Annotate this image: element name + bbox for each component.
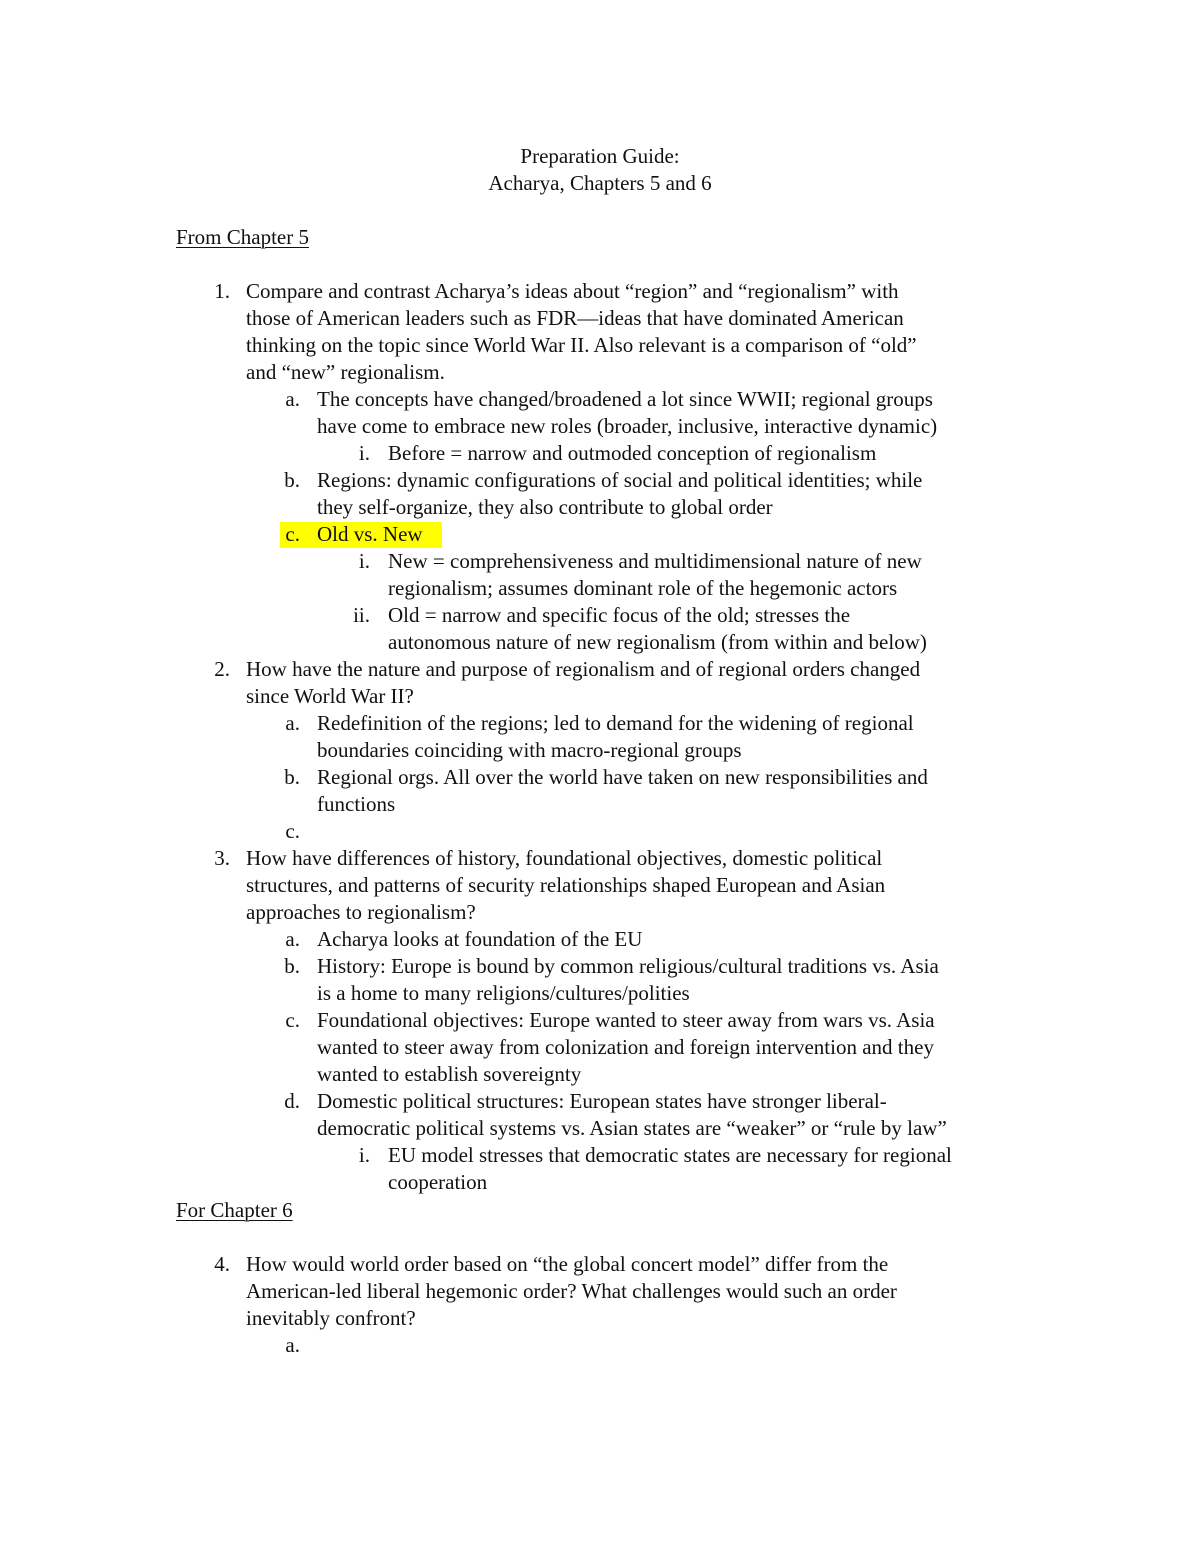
q2-answer-b-line-2: functions xyxy=(317,792,396,816)
question-1-line-2: those of American leaders such as FDR—ideas that have dominated American xyxy=(246,306,904,330)
q2-answer-b-line-1: Regional orgs. All over the world have taken on new responsibilities and xyxy=(317,765,928,789)
list-letter-a-empty: a. xyxy=(285,1333,300,1357)
question-4-line-3: inevitably confront? xyxy=(246,1306,416,1330)
q3-answer-d-i-line-2: cooperation xyxy=(388,1170,488,1194)
section-heading-chapter-6: For Chapter 6 xyxy=(176,1198,293,1222)
q3-answer-b-line-1: History: Europe is bound by common religious/cultural traditions vs. Asia xyxy=(317,954,939,978)
list-number-3: 3. xyxy=(214,846,230,870)
list-number-2: 2. xyxy=(214,657,230,681)
q1-answer-a-i: Before = narrow and outmoded conception of regionalism xyxy=(388,441,877,465)
question-3-line-3: approaches to regionalism? xyxy=(246,900,476,924)
q3-answer-c-line-3: wanted to establish sovereignty xyxy=(317,1062,582,1086)
question-2-line-2: since World War II? xyxy=(246,684,414,708)
question-1-line-1: Compare and contrast Acharya’s ideas about “region” and “regionalism” with xyxy=(246,279,899,303)
list-letter-c-empty: c. xyxy=(285,819,300,843)
q2-answer-a-line-2: boundaries coinciding with macro-regional groups xyxy=(317,738,742,762)
list-roman-i: i. xyxy=(358,549,370,573)
list-roman-i: i. xyxy=(358,441,370,465)
q1-answer-c-i-line-2: regionalism; assumes dominant role of the hegemonic actors xyxy=(388,576,898,600)
q3-answer-c-line-1: Foundational objectives: Europe wanted to steer away from wars vs. Asia xyxy=(317,1008,935,1032)
q1-answer-c-highlighted: Old vs. New xyxy=(317,522,423,546)
q3-answer-d-i-line-1: EU model stresses that democratic states are necessary for regional xyxy=(388,1143,952,1167)
section-heading-chapter-5: From Chapter 5 xyxy=(176,225,309,249)
question-4-line-1: How would world order based on “the global concert model” differ from the xyxy=(246,1252,889,1276)
q1-answer-c-ii-line-2: autonomous nature of new regionalism (from within and below) xyxy=(388,630,927,654)
q1-answer-c-ii-line-1: Old = narrow and specific focus of the old; stresses the xyxy=(388,603,851,627)
document-title: Preparation Guide: xyxy=(520,144,680,168)
list-roman-ii: ii. xyxy=(353,603,370,627)
question-1-line-3: thinking on the topic since World War II. Also relevant is a comparison of “old” xyxy=(246,333,917,357)
question-3-line-2: structures, and patterns of security relationships shaped European and Asian xyxy=(246,873,886,897)
list-number-1: 1. xyxy=(214,279,230,303)
list-roman-i: i. xyxy=(358,1143,370,1167)
question-1-line-4: and “new” regionalism. xyxy=(246,360,445,384)
question-2-line-1: How have the nature and purpose of regionalism and of regional orders changed xyxy=(246,657,921,681)
list-letter-b: b. xyxy=(284,765,300,789)
q1-answer-a-line-2: have come to embrace new roles (broader, inclusive, interactive dynamic) xyxy=(317,414,938,438)
list-letter-c: c. xyxy=(285,1008,300,1032)
q1-answer-c-i-line-1: New = comprehensiveness and multidimensional nature of new xyxy=(388,549,922,573)
q2-answer-a-line-1: Redefinition of the regions; led to demand for the widening of regional xyxy=(317,711,914,735)
q1-answer-b-line-1: Regions: dynamic configurations of social and political identities; while xyxy=(317,468,923,492)
question-3-line-1: How have differences of history, foundational objectives, domestic political xyxy=(246,846,883,870)
q1-answer-b-line-2: they self-organize, they also contribute to global order xyxy=(317,495,773,519)
q3-answer-d-line-1: Domestic political structures: European states have stronger liberal- xyxy=(317,1089,887,1113)
list-letter-d: d. xyxy=(284,1089,300,1113)
q3-answer-c-line-2: wanted to steer away from colonization and foreign intervention and they xyxy=(317,1035,934,1059)
question-4-line-2: American-led liberal hegemonic order? What challenges would such an order xyxy=(246,1279,897,1303)
list-letter-a: a. xyxy=(285,387,300,411)
q3-answer-d-line-2: democratic political systems vs. Asian states are “weaker” or “rule by law” xyxy=(317,1116,947,1140)
list-letter-b: b. xyxy=(284,954,300,978)
document-subtitle: Acharya, Chapters 5 and 6 xyxy=(488,171,712,195)
list-number-4: 4. xyxy=(214,1252,230,1276)
q1-answer-a-line-1: The concepts have changed/broadened a lot since WWII; regional groups xyxy=(317,387,933,411)
list-letter-a: a. xyxy=(285,927,300,951)
list-letter-b: b. xyxy=(284,468,300,492)
q3-answer-a: Acharya looks at foundation of the EU xyxy=(317,927,643,951)
list-letter-a: a. xyxy=(285,711,300,735)
list-letter-c: c. xyxy=(285,522,300,546)
q3-answer-b-line-2: is a home to many religions/cultures/polities xyxy=(317,981,690,1005)
